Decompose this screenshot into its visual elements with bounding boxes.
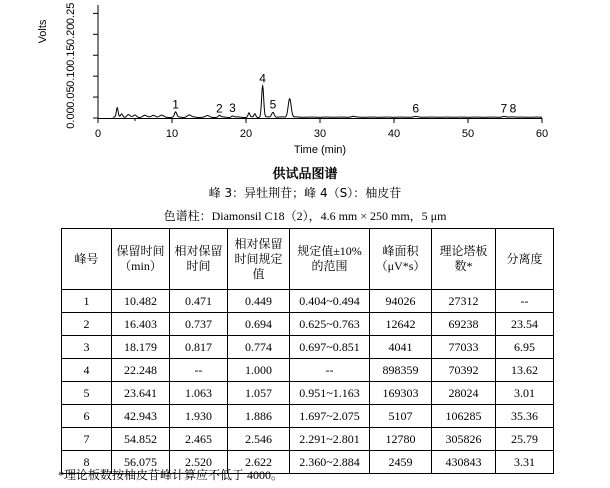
- cell-resolution: 13.62: [496, 359, 554, 382]
- cell-rrt-specified: 1.057: [228, 382, 290, 405]
- cell-theoretical-plates: 106285: [432, 405, 496, 428]
- cell-retention-time: 54.852: [112, 428, 170, 451]
- cell-peak-area: 12780: [370, 428, 432, 451]
- cell-rrt-specified: 2.622: [228, 451, 290, 474]
- table-header-row: [62, 229, 554, 290]
- cell-peak-area: 4041: [370, 336, 432, 359]
- cell-peak-number: 4: [62, 359, 112, 382]
- cell-peak-number: 1: [62, 290, 112, 313]
- y-tick-label: 0.00: [65, 107, 77, 129]
- cell-relative-retention-time: 0.737: [170, 313, 228, 336]
- cell-retention-time: 42.943: [112, 405, 170, 428]
- peak-identification: 峰 3：异牡荆苷；峰 4（S）：柚皮苷: [208, 186, 402, 200]
- cell-resolution: --: [496, 290, 554, 313]
- peak-label: 2: [216, 101, 223, 116]
- cell-relative-retention-time: --: [170, 359, 228, 382]
- table-row: [62, 290, 554, 313]
- peak-label: 8: [509, 101, 517, 116]
- x-tick-label: 50: [461, 128, 475, 140]
- cell-resolution: 3.31: [496, 451, 554, 474]
- cell-theoretical-plates: 70392: [432, 359, 496, 382]
- table-row: [62, 313, 554, 336]
- header-rrt-range: 规定值±10%的范围: [290, 229, 370, 290]
- cell-theoretical-plates: 27312: [432, 290, 496, 313]
- cell-resolution: 3.01: [496, 382, 554, 405]
- cell-rrt-range: 2.291~2.801: [290, 428, 370, 451]
- cell-peak-number: 8: [62, 451, 112, 474]
- cell-peak-area: 12642: [370, 313, 432, 336]
- cell-rrt-specified: 0.694: [228, 313, 290, 336]
- cell-rrt-range: 0.951~1.163: [290, 382, 370, 405]
- cell-rrt-range: --: [290, 359, 370, 382]
- y-tick-label: 0.25: [65, 2, 77, 25]
- chromatogram-chart: [0, 0, 610, 160]
- table-row: [62, 336, 554, 359]
- cell-rrt-range: 1.697~2.075: [290, 405, 370, 428]
- footnote: *理论板数按柚皮苷峰计算应不低于 4000。: [58, 468, 284, 482]
- peak-label: 4: [259, 71, 266, 86]
- y-tick-label: 0.10: [65, 65, 77, 87]
- cell-theoretical-plates: 69238: [432, 313, 496, 336]
- cell-theoretical-plates: 430843: [432, 451, 496, 474]
- cell-peak-area: 94026: [370, 290, 432, 313]
- table-row: [62, 359, 554, 382]
- header-theoretical-plates: 理论塔板数*: [432, 229, 496, 290]
- cell-retention-time: 16.403: [112, 313, 170, 336]
- cell-rrt-range: 0.625~0.763: [290, 313, 370, 336]
- cell-retention-time: 18.179: [112, 336, 170, 359]
- cell-peak-area: 898359: [370, 359, 432, 382]
- cell-peak-area: 5107: [370, 405, 432, 428]
- cell-rrt-specified: 0.449: [228, 290, 290, 313]
- cell-rrt-specified: 1.000: [228, 359, 290, 382]
- cell-rrt-specified: 1.886: [228, 405, 290, 428]
- cell-relative-retention-time: 1.063: [170, 382, 228, 405]
- cell-rrt-range: 0.404~0.494: [290, 290, 370, 313]
- x-axis-label: Time (min): [293, 144, 347, 156]
- header-relative-retention-time: 相对保留时间: [170, 229, 228, 290]
- column-specification: 色谱柱：Diamonsil C18（2），4.6 mm × 250 mm，5 μm: [163, 209, 447, 223]
- cell-theoretical-plates: 77033: [432, 336, 496, 359]
- cell-peak-area: 2459: [370, 451, 432, 474]
- cell-retention-time: 56.075: [112, 451, 170, 474]
- cell-peak-number: 5: [62, 382, 112, 405]
- table-row: [62, 405, 554, 428]
- cell-relative-retention-time: 1.930: [170, 405, 228, 428]
- cell-resolution: 6.95: [496, 336, 554, 359]
- header-peak-number: 峰号: [62, 229, 112, 290]
- cell-theoretical-plates: 28024: [432, 382, 496, 405]
- cell-relative-retention-time: 2.465: [170, 428, 228, 451]
- cell-resolution: 35.36: [496, 405, 554, 428]
- cell-rrt-specified: 2.546: [228, 428, 290, 451]
- peak-label: 3: [229, 100, 236, 115]
- x-tick-label: 10: [165, 128, 179, 140]
- cell-rrt-specified: 0.774: [228, 336, 290, 359]
- cell-retention-time: 22.248: [112, 359, 170, 382]
- x-tick-label: 20: [239, 128, 253, 140]
- peak-label: 6: [412, 101, 420, 116]
- cell-retention-time: 23.641: [112, 382, 170, 405]
- y-tick-label: 0.05: [65, 86, 77, 108]
- cell-resolution: 25.79: [496, 428, 554, 451]
- y-tick-label: 0.20: [65, 23, 77, 46]
- table-row: [62, 428, 554, 451]
- cell-peak-area: 169303: [370, 382, 432, 405]
- cell-peak-number: 2: [62, 313, 112, 336]
- x-tick-label: 40: [387, 128, 401, 140]
- cell-resolution: 23.54: [496, 313, 554, 336]
- peak-data-table: [61, 228, 554, 474]
- cell-rrt-range: 0.697~0.851: [290, 336, 370, 359]
- cell-relative-retention-time: 2.520: [170, 451, 228, 474]
- peak-label: 7: [500, 101, 508, 116]
- y-axis-label: Volts: [37, 19, 49, 44]
- cell-peak-number: 6: [62, 405, 112, 428]
- peak-label: 1: [172, 97, 179, 112]
- header-retention-time: 保留时间（min）: [112, 229, 170, 290]
- table-row: [62, 382, 554, 405]
- x-tick-label: 0: [94, 128, 102, 140]
- figure-title: 供试品图谱: [272, 167, 338, 182]
- cell-relative-retention-time: 0.817: [170, 336, 228, 359]
- cell-retention-time: 10.482: [112, 290, 170, 313]
- header-rrt-specified: 相对保留时间规定值: [228, 229, 290, 290]
- x-tick-label: 60: [535, 128, 549, 140]
- cell-relative-retention-time: 0.471: [170, 290, 228, 313]
- cell-peak-number: 7: [62, 428, 112, 451]
- header-peak-area: 峰面积（μV*s）: [370, 229, 432, 290]
- cell-peak-number: 3: [62, 336, 112, 359]
- cell-rrt-range: 2.360~2.884: [290, 451, 370, 474]
- header-resolution: 分离度: [496, 229, 554, 290]
- cell-theoretical-plates: 305826: [432, 428, 496, 451]
- y-tick-label: 0.15: [65, 44, 77, 66]
- peak-label: 5: [269, 97, 277, 112]
- x-tick-label: 30: [313, 128, 327, 140]
